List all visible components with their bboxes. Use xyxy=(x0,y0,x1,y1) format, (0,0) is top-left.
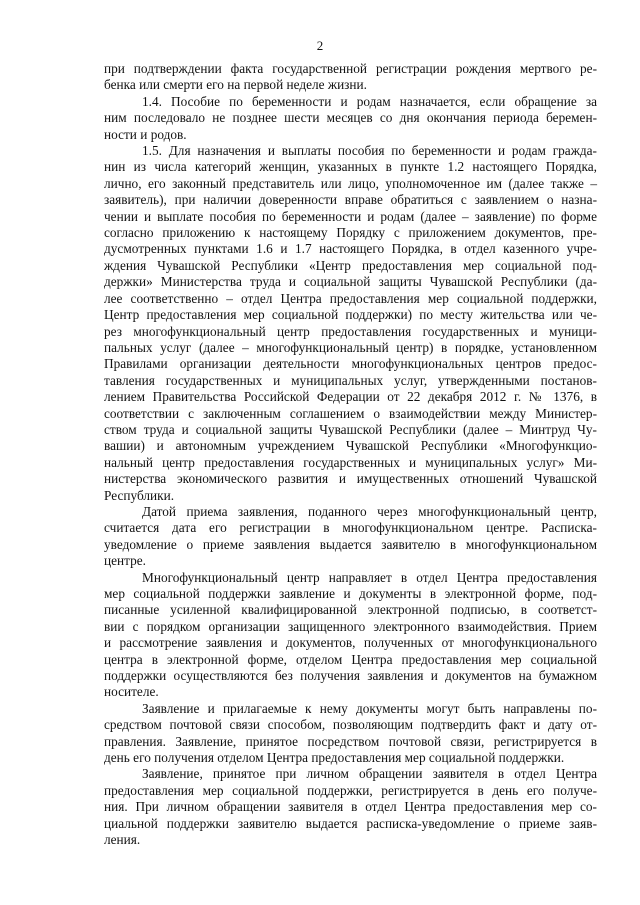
text-line: 1.5. Для назначения и выплаты пособия по беременности и родам гражда- xyxy=(142,143,597,159)
text-line: Заявление, принятое при личном обращении заявителя в отдел Центра xyxy=(142,766,597,782)
text-line: считается дата его регистрации в многофункциональном центре. Расписка- xyxy=(104,520,597,536)
text-line: Центр предоставления мер социальной поддержки) по месту жительства или че- xyxy=(104,307,597,323)
paragraph xyxy=(104,766,597,848)
text-line: лее соответственно – отдел Центра предоставления мер социальной поддержки, xyxy=(104,290,597,306)
text-line: бенка или смерти его на первой неделе жизни. xyxy=(104,77,367,93)
paragraph xyxy=(104,61,597,94)
text-line: центра в электронной форме, отделом Центра предоставления мер социальной xyxy=(104,651,597,667)
text-line: тавления государственных и муниципальных услуг, утвержденными постанов- xyxy=(104,372,597,388)
text-line: дусмотренных пунктами 1.6 и 1.7 настоящего Порядка, в отдел казенного учре- xyxy=(104,241,597,257)
text-line: соответствии с заключенным соглашением о взаимодействии между Министер- xyxy=(104,405,597,421)
text-line: держки» Министерства труда и социальной защиты Чувашской Республики (да- xyxy=(104,274,597,290)
page-number: 2 xyxy=(316,38,324,53)
text-line: нин из числа категорий женщин, указанных в пункте 1.2 настоящего Порядка, xyxy=(104,159,597,175)
text-line: уведомление о приеме заявления выдается заявителю в многофункциональном xyxy=(104,536,597,552)
text-line: чении и выплате пособия по беременности и родам (далее – заявление) по форме xyxy=(104,208,597,224)
text-line: писанные усиленной квалифицированной электронной подписью, в соответст- xyxy=(104,602,597,618)
text-line: ним последовало не позднее шести месяцев со дня окончания периода беремен- xyxy=(104,110,597,126)
text-line: ления. xyxy=(104,832,141,848)
text-line: согласно приложению к настоящему Порядку с приложением документов, пре- xyxy=(104,225,597,241)
text-line: рез многофункциональный центр предоставления государственных и муници- xyxy=(104,323,597,339)
text-line: вашии) и автономным учреждением Чувашской Республики «Многофункцио- xyxy=(104,438,597,454)
text-line: Республики. xyxy=(104,487,175,503)
text-line: 1.4. Пособие по беременности и родам назначается, если обращение за xyxy=(142,93,597,109)
text-line: центре. xyxy=(104,553,146,569)
text-line: лично, его законный представитель или лицо, уполномоченное им (далее также – xyxy=(104,175,597,191)
text-line: и рассмотрение заявления и документов, полученных от многофункционального xyxy=(104,635,597,651)
text-line: ждения Чувашской Республики «Центр предоставления мер социальной под- xyxy=(104,257,597,273)
text-line: ния. При личном обращении заявителя в отдел Центра предоставления мер со- xyxy=(104,799,597,815)
text-line: поддержки осуществляются без получения заявления и документов на бумажном xyxy=(104,668,597,684)
text-line: мер социальной поддержки заявление и документы в электронной форме, под- xyxy=(104,586,597,601)
paragraph xyxy=(104,94,597,143)
text-line: вии с порядком организации защищенного электронного взаимодействия. Прием xyxy=(104,618,597,634)
text-line: Многофункциональный центр направляет в отдел Центра предоставления xyxy=(142,569,597,585)
text-line: ности и родов. xyxy=(104,126,187,142)
text-line: пальных услуг (далее – многофункциональный центр) в порядке, установленном xyxy=(104,339,597,355)
text-line: ством труда и социальной защиты Чувашской Республики (далее – Минтруд Чу- xyxy=(104,421,597,437)
text-line: день его получения отделом Центра предоставления мер социальной поддержки. xyxy=(104,750,565,766)
text-line: нальный центр предоставления государственных и муниципальных услуг» Ми- xyxy=(104,454,597,470)
paragraph xyxy=(104,504,597,570)
text-line: правления. Заявление, принятое посредством почтовой связи, регистрируется в xyxy=(104,733,597,749)
paragraph xyxy=(104,701,597,767)
text-line: Датой приема заявления, поданного через многофункциональный центр, xyxy=(142,503,597,519)
text-line: носителе. xyxy=(104,684,159,700)
text-line: Заявление и прилагаемые к нему документы могут быть направлены по- xyxy=(142,700,597,716)
paragraph xyxy=(104,570,597,701)
text-line: циальной поддержки заявителю выдается расписка-уведомление о приеме заяв- xyxy=(104,815,597,831)
text-line: заявитель), при наличии доверенности вправе обратиться с заявлением о назна- xyxy=(104,192,597,208)
document-body xyxy=(104,61,597,849)
text-line: средством почтовой связи способом, позволяющим подтвердить факт и дату от- xyxy=(104,717,597,733)
text-line: Правилами организации деятельности многофункциональных центров предос- xyxy=(104,356,597,372)
text-line: предоставления мер социальной поддержки, регистрируется в день его получе- xyxy=(104,782,597,798)
text-line: нистерства экономического развития и имущественных отношений Чувашской xyxy=(104,471,597,487)
text-line: при подтверждении факта государственной регистрации рождения мертвого ре- xyxy=(104,61,597,76)
text-line: лением Правительства Российской Федерации от 22 декабря 2012 г. № 1376, в xyxy=(104,389,597,405)
paragraph xyxy=(104,143,597,504)
